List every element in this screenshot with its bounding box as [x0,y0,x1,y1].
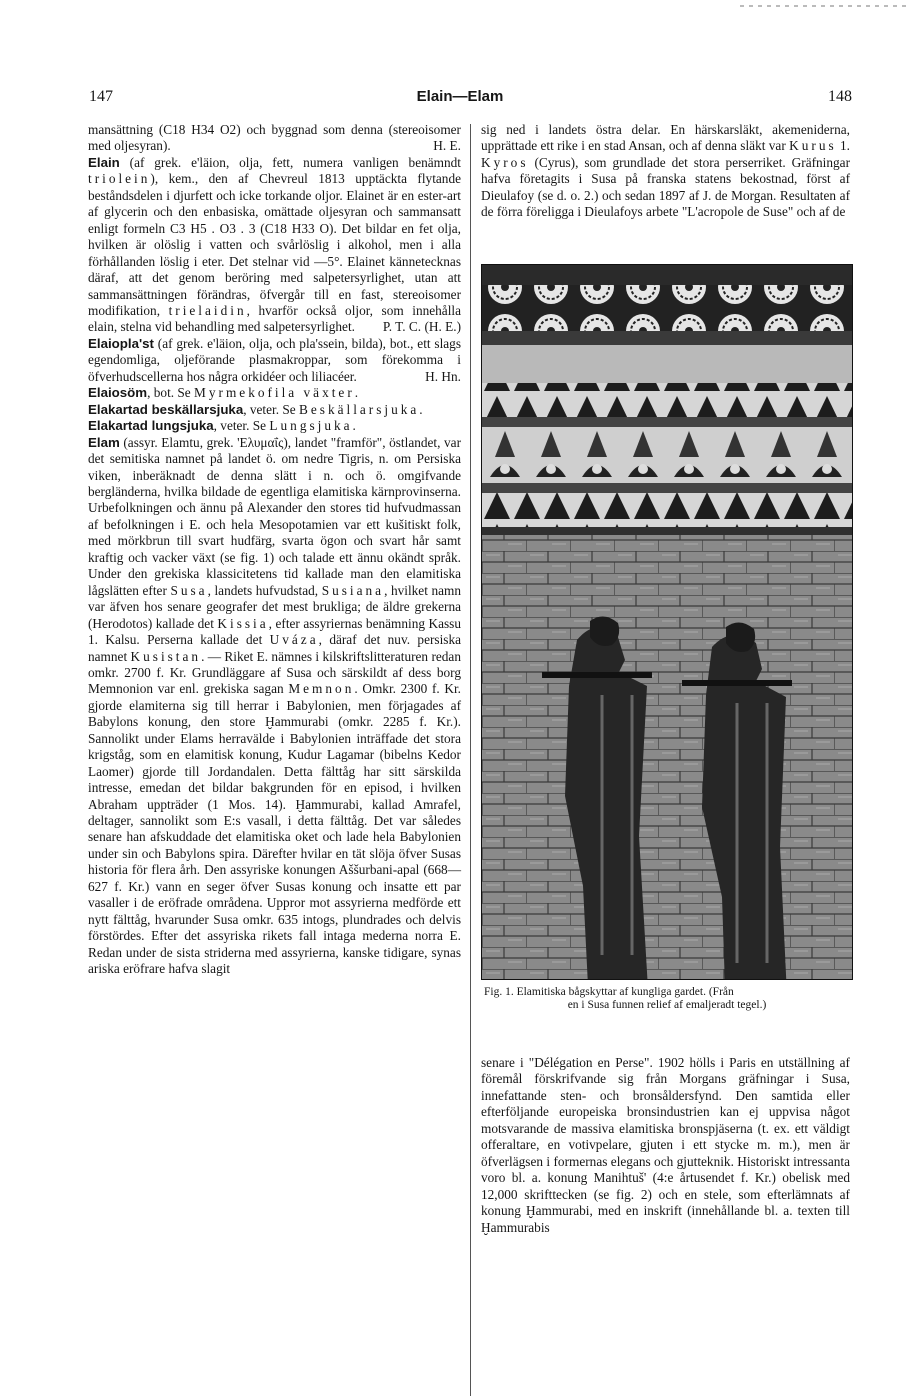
page-number-right: 148 [828,88,852,105]
signature: P. T. C. (H. E.) [382,319,461,335]
headword: Elakartad beskällarsjuka [88,401,244,417]
headword: Elaiosöm [88,385,148,401]
entry-beskallarsjuka: Elakartad beskällarsjuka, veter. Se Beskällarsjuka. [88,401,423,417]
headword: Elaiopla'st [88,335,154,351]
entry-lungsjuka: Elakartad lungsjuka, veter. Se Lungsjuka. [88,418,356,434]
headword: Elakartad lungsjuka [88,418,214,434]
running-head: Elain—Elam [416,88,504,105]
right-column-bottom [481,1055,850,1236]
entry-continuation: mansättning (C18 H34 O2) och byggnad som denna (stereoisomer med oljesyran). H. E. [88,122,461,154]
elam-continuation: sig ned i landets östra delar. En härskarsläkt, akemeniderna, upprättade ett rike i en stad Ansan, och af denna släkt var Kurus 1. Kyros (Cyrus), som grundlade det stora perserriket. Gräfningar hafva företagits i Susa på franska statens bekostnad, först af Dieulafoy (se d. o. 2.) och sedan 1897 af J. de Morgan. Resultaten af de förra föreligga i Dieulafoys arbete "L'acropole de Suse" och af de [481,122,850,220]
right-column-top [481,122,850,221]
signature: H. Hn. [425,368,461,384]
entry-elam: Elam (assyr. Elamtu, grek. 'Ελυμαΐς), landet "framför", östlandet, var det semitiska namnet på landet ö. om nedre Tigris, n. om Persiska viken, inberäknadt de denna slätt i n. och ö. omgifvande bergländerna, hvilka bildade de egentliga elamitiska kärnprovinserna. Urbefolkningen och ännu på Alexander den stores tid hufvudmassan af befolkningen i E. och hela Mesopotamien var ett kušitiskt folk, med mörkbrun till svart hudfärg, svarta ögon och svart hår samt kraftig och vacker växt (se fig. 1) och talade ett ännu okändt språk. Under den grekiska klassicitetens tid kallade man den elamitiska lågslätten efter Susa, landets hufvudstad, Susiana, hvilket namn var äfven hos senare geografer det mest brukliga; de äldre grekerna (Herodotos) kallade det Kissia, efter assyriernas benämning Kassu 1. Kalsu. Perserna kallade det Uváza, däraf det nuv. persiska namnet Kusistan. — Riket E. nämnes i kilskriftslitteraturen redan omkr. 2700 f. Kr. Grundläggare af Susa och särskildt af dess borg Memnonion var enl. grekiska sagan Memnon. Omkr. 2300 f. Kr. gjorde elamiterna sig till herrar i Babylonien, men förjagades af Babylons konung, den store Ḫammurabi (omkr. 2285 f. Kr.). Sannolikt under Elams herravälde i Babylonien inträffade det stora krigståg, som en elamitisk konung, Kudur Lagamar (bibelns Kedor Laomer) gjorde till Jordandalen. Detta fälttåg har sitt särskilda intresse, emedan det bildar bakgrunden för en episod, i hvilken Abraham uppträder (1 Mos. 14). Ḫammurabi, kallad Amrafel, deltager, sannolikt som E:s vasall, i detta fälttåg. Det var således senare han afskuddade det elamitiska oket och lade hela Babylonien under sin och Babylons spira. Därefter hvilar en tät slöja öfver Susas historia för flera årh. Den assyriske konungen Aššurbani-apal (668—627 f. Kr.) vann en seger öfver Susas konung och insatte ett par vasaller i de eröfrade områdena. Uppror mot assyrierna medförde ett nytt fälttåg, hvarunder Susa omkr. 635 intogs, plundrades och delvis förstördes. Efter det assyriska rikets fall intaga mederna norra E. Redan under de sista striderna med assyrierna, kanske tidigare, synas ariska eröfrare hafva slagit [88,434,462,977]
headword: Elain [88,154,120,170]
entry-elaioplast: Elaiopla'st (af grek. e'läion, olja, och pla'ssein, bilda), bot., ett slags egendomliga, oljeförande plasmakroppar, som förekomma i öfverhudscellerna hos några orkidéer och liliacéer. H. Hn. [88,335,461,384]
relief-illustration [482,265,852,979]
headword: Elam [88,434,120,450]
column-rule [470,124,471,1396]
elam-continuation-2: senare i "Délégation en Perse". 1902 hölls i Paris en utställning af föremål förskrifvande sig från Morgans gräfningar i Susa, innefattande sten- och bronsåldersfynd. Den samtida eller efterföljande europeiska bronsindustrien kan ej uppvisa något motsvarande de massiva elamitiska bronspjäserna (t. ex. ett väldigt offeraltare, en votivpelare, gjuten i ett stycke m. m.), men är öfverlägsen i formernas elegans och gjutteknik. Historiskt intressanta voro bl. a. konung Manihtuš' (4:e årtusendet f. Kr.) obelisk med 12,000 skrifttecken (se fig. 2) och en stele, som efterlämnats af konung Ḫammurabi, med en inskrift (innehållande bl. a. texten till Ḫammurabis [481,1055,850,1235]
page-number-left: 147 [89,88,113,105]
figure-archers-relief [481,264,853,980]
caption-line-2: en i Susa funnen relief af emaljeradt tegel.) [567,999,767,1011]
entry-elaiosom: Elaiosöm, bot. Se Myrmekofila växter. [88,385,359,401]
figure-caption [484,986,850,1012]
signature: H. E. [433,138,461,154]
caption-line-1: Fig. 1. Elamitiska bågskyttar af kungliga gardet. (Från [484,986,734,998]
scan-artifact-dots [740,5,910,7]
left-column [88,122,461,978]
entry-elain: Elain (af grek. e'läion, olja, fett, numera vanligen benämndt triolein), kem., den af Chevreul 1813 upptäckta flytande beståndsdelen i djurfett och icke torkande oljor. Elainet är en ester-art af glycerin och den enbasiska, omättade oljesyran och sammansatt enligt formeln C3 H5 . O3 . 3 (C18 H33 O). Det bildar en fet olja, hvilken är olöslig i vatten och svårlöslig i alkohol, men i alla förhållanden löslig i eter. Det stelnar vid —5°. Elainet kännetecknas däraf, att det genom beröring med salpetersyrlighet, utan att sammansättningen förändras, öfvergår till en fast, stereoisomer modifikation, trielaidin, hvarför också oljor, som innehålla elain, stelna vid behandling med salpetersyrlighet. P. T. C. (H. E.) [88,154,461,335]
